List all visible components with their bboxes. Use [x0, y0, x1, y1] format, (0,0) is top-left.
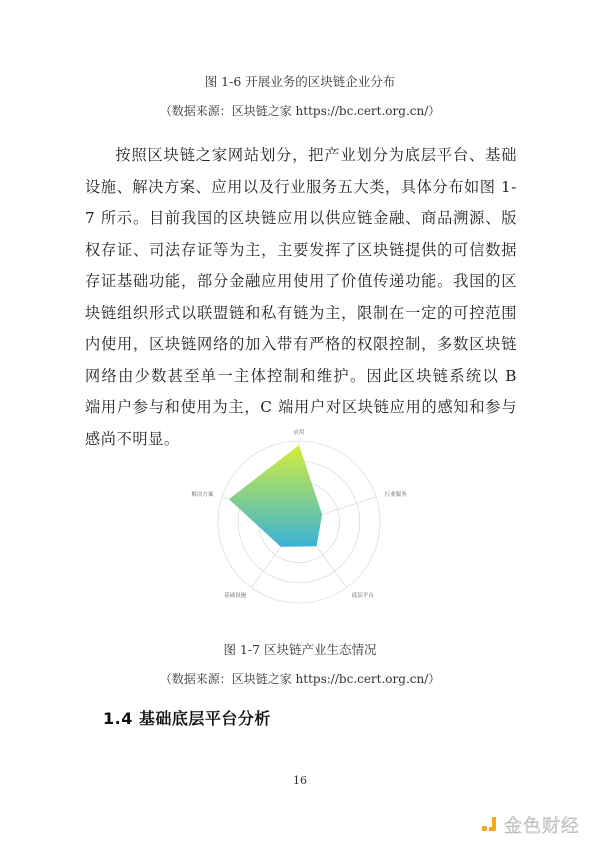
- radar-axis-label: 基础设施: [224, 592, 247, 599]
- watermark: [482, 812, 580, 838]
- section-heading: 1.4 基础底层平台分析: [103, 709, 271, 728]
- radar-chart: [160, 420, 440, 620]
- page-number: 16: [293, 774, 307, 787]
- figure-1-7-source: （数据来源：区块链之家 https://bc.cert.org.cn/）: [159, 672, 441, 686]
- radar-data-area: [229, 445, 322, 547]
- radar-axis-label: 解决方案: [191, 492, 214, 499]
- watermark-logo-icon: [482, 817, 498, 833]
- radar-axis-label: 应用: [293, 430, 305, 436]
- radar-axis-label: 底层平台: [351, 592, 374, 599]
- radar-axis-label: 行业服务: [384, 492, 407, 499]
- body-paragraph: [85, 140, 517, 455]
- figure-1-6-source: （数据来源：区块链之家 https://bc.cert.org.cn/）: [159, 104, 441, 118]
- body-paragraph-text: 按照区块链之家网站划分，把产业划分为底层平台、基础设施、解决方案、应用以及行业服务五大类，具体分布如图 1-7 所示。目前我国的区块链应用以供应链金融、商品溯源、版权存证、司法存证等为主，主要发挥了区块链提供的可信数据存证基础功能，部分金融应用使用了价值传递功能。我国的区块链组织形式以联盟链和私有链为主，限制在一定的可控范围内使用，区块链网络的加入带有严格的权限控制，多数区块链网络由少数甚至单一主体控制和维护。因此区块链系统以 B 端用户参与和使用为主，C 端用户对区块链应用的感知和参与感尚不明显。: [85, 146, 517, 448]
- watermark-text: 金色财经: [504, 816, 580, 837]
- figure-1-6-caption: 图 1-6 开展业务的区块链企业分布: [204, 74, 396, 89]
- figure-1-7-caption: 图 1-7 区块链产业生态情况: [223, 642, 377, 657]
